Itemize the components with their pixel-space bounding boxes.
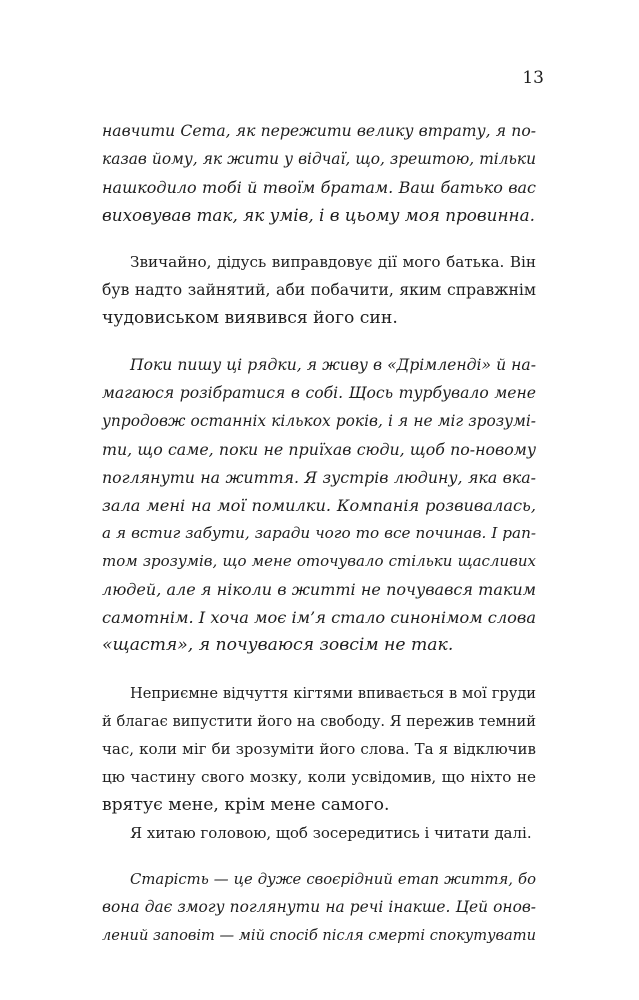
text-line: виховував так, як умів, і в цьому моя провинна. [102, 205, 535, 225]
text-line: Старість — це дуже своєрідний етап життя, бо [130, 871, 536, 888]
text-line: чудовиськом виявився його син. [102, 308, 398, 328]
text-line: самотнім. І хоча моє ім’я стало синонімом слова [102, 608, 536, 627]
text-line: том зрозумів, що мене оточувало стільки щасливих [102, 552, 536, 570]
text-line: нашкодило тобі й твоїм братам. Ваш батько вас [102, 178, 536, 197]
text-line: цю частину свого мозку, коли усвідомив, що ніхто не [102, 768, 536, 786]
text-line: врятує мене, крім мене самого. [102, 795, 390, 815]
text-line: вона дає змогу поглянути на речі інакше. Цей онов- [102, 898, 536, 916]
text-line: Я хитаю головою, щоб зосередитись і читати далі. [130, 824, 532, 842]
text-line: навчити Сета, як пережити велику втрату, я по- [102, 122, 536, 140]
text-line: був надто зайнятий, аби побачити, яким справжнім [102, 281, 536, 299]
text-line: ти, що саме, поки не приїхав сюди, щоб по-новому [102, 440, 536, 459]
text-line: Неприємне відчуття кігтями впивається в мої груди [130, 685, 536, 702]
page-number: 13 [522, 68, 544, 88]
text-line: лений заповіт — мій спосіб після смерті спокутувати [102, 927, 536, 944]
text-line: «щастя», я почуваюся зовсім не так. [102, 635, 454, 655]
text-line: й благає випустити його на свободу. Я пережив темний [102, 713, 536, 730]
text-line: зала мені на мої помилки. Компанія розвивалась, [102, 496, 536, 515]
text-line: казав йому, як жити у відчаї, що, зрештою, тільки [102, 150, 536, 168]
text-line: магаюся розібратися в собі. Щось турбувало мене [102, 384, 536, 402]
text-line: Поки пишу ці рядки, я живу в «Дрімленді» й на- [130, 356, 536, 374]
text-line: Звичайно, дідусь виправдовує дії мого батька. Він [130, 253, 536, 271]
text-line: поглянути на життя. Я зустрів людину, яка вка- [102, 468, 536, 487]
text-line: час, коли міг би зрозуміти його слова. Та я відключив [102, 740, 536, 758]
text-line: а я встиг забути, заради чого то все починав. І рап- [102, 524, 536, 542]
text-line: людей, але я ніколи в житті не почувався таким [102, 580, 536, 599]
text-line: упродовж останніх кількох років, і я не міг зрозумі- [102, 412, 536, 430]
